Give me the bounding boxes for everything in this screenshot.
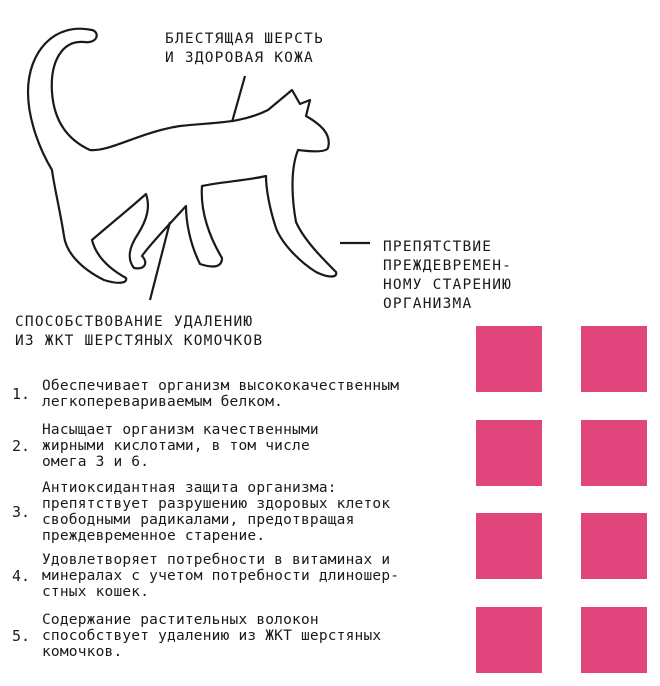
pink-square bbox=[581, 326, 647, 392]
pink-square bbox=[581, 513, 647, 579]
shiny-coat-label: БЛЕСТЯЩАЯ ШЕРСТЬ И ЗДОРОВАЯ КОЖА bbox=[165, 31, 324, 66]
pink-square bbox=[476, 420, 542, 486]
item-number: 5. bbox=[12, 627, 31, 645]
pink-square bbox=[476, 326, 542, 392]
list-item bbox=[12, 612, 381, 660]
shiny-coat-pointer bbox=[232, 76, 245, 122]
item-text: Содержание растительных волокон способствует удалению из ЖКТ шерстяных комочков. bbox=[42, 612, 382, 660]
anti-aging-label: ПРЕПЯТСТВИЕ ПРЕЖДЕВРЕМЕН- НОМУ СТАРЕНИЮ ОРГАНИЗМА bbox=[383, 239, 513, 312]
item-number: 1. bbox=[12, 385, 31, 403]
pink-square bbox=[581, 420, 647, 486]
list-item bbox=[12, 480, 390, 544]
hairball-label: СПОСОБСТВОВАНИЕ УДАЛЕНИЮ ИЗ ЖКТ ШЕРСТЯНЫХ КОМОЧКОВ bbox=[15, 314, 264, 349]
item-number: 3. bbox=[12, 503, 31, 521]
pink-square bbox=[476, 607, 542, 673]
list-item bbox=[12, 422, 319, 470]
item-text: Удовлетворяет потребности в витаминах и минералах с учетом потребности длиношер- стных кошек. bbox=[42, 552, 400, 600]
item-number: 2. bbox=[12, 437, 31, 455]
item-number: 4. bbox=[12, 567, 31, 585]
list-item bbox=[12, 378, 399, 410]
pink-square bbox=[581, 607, 647, 673]
item-text: Обеспечивает организм высококачественным легкоперевариваемым белком. bbox=[42, 378, 400, 410]
item-text: Насыщает организм качественными жирными кислотами, в том числе омега 3 и 6. bbox=[42, 422, 319, 470]
item-text: Антиоксидантная защита организма: препятствует разрушению здоровых клеток свободными радикалами, предотвращая преждевременное старение. bbox=[42, 480, 391, 544]
pink-square bbox=[476, 513, 542, 579]
list-item bbox=[12, 552, 399, 600]
